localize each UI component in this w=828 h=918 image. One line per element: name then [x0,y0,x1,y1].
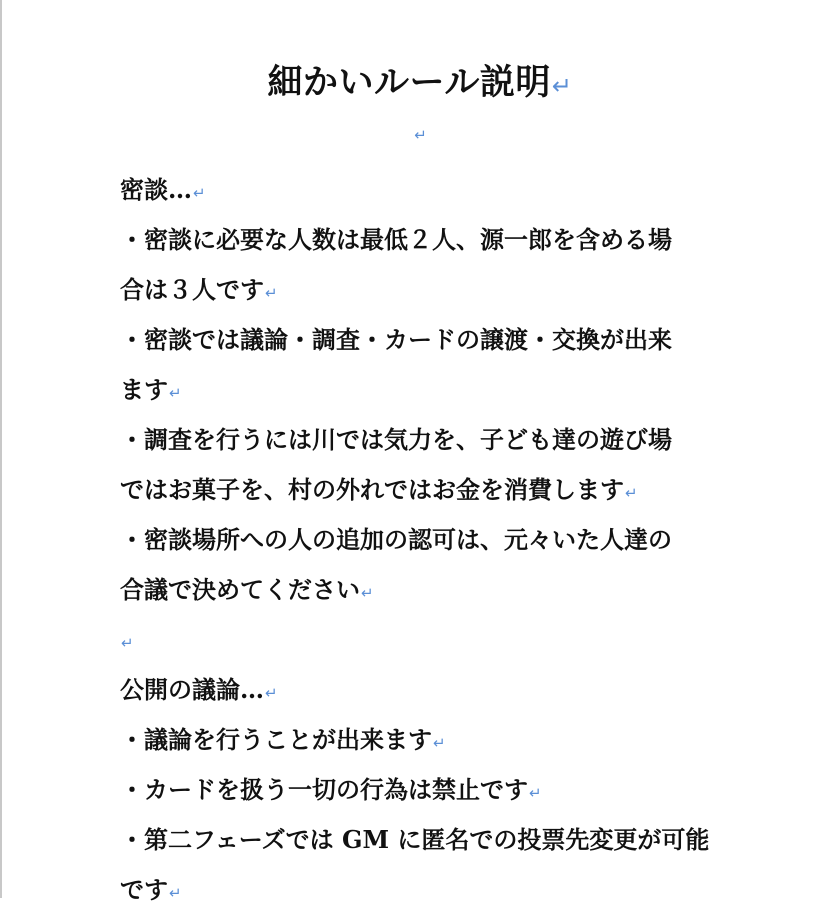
paragraph-mark-icon: ↵ [169,384,182,402]
rule-line: 合議で決めてください↵ [120,575,374,604]
section-heading-public-discussion: 公開の議論…↵ [120,675,278,704]
rule-line: です↵ [120,875,182,904]
paragraph-mark-icon: ↵ [625,484,638,502]
rule-line: ・密談に必要な人数は最低２人、源一郎を含める場 [120,225,672,254]
paragraph-mark-icon: ↵ [169,884,182,902]
empty-paragraph [120,615,720,665]
paragraph-mark-icon: ↵ [361,584,374,602]
paragraph-mark-icon: ↵ [551,72,573,100]
rule-line: ・密談場所への人の追加の認可は、元々いた人達の [120,525,672,554]
rule-line: ・カードを扱う一切の行為は禁止です↵ [120,775,542,804]
rule-line: ・第二フェーズでは GM に匿名での投票先変更が可能 [120,825,710,854]
paragraph-mark-icon: ↵ [433,734,446,752]
rule-line: ・議論を行うことが出来ます↵ [120,725,446,754]
document-page [120,60,720,915]
rule-line: ます↵ [120,375,182,404]
rule-line: ではお菓子を、村の外れではお金を消費します↵ [120,475,638,504]
document-title [120,60,720,109]
paragraph-mark-icon: ↵ [121,634,134,652]
title-text: 細かいルール説明 [267,62,551,103]
paragraph-mark-icon: ↵ [265,684,278,702]
empty-paragraph [120,115,720,165]
rule-line: ・密談では議論・調査・カードの譲渡・交換が出来 [120,325,672,354]
section-heading-mitsudan: 密談…↵ [120,175,206,204]
rule-line: 合は３人です↵ [120,275,278,304]
paragraph-mark-icon: ↵ [193,184,206,202]
paragraph-mark-icon: ↵ [414,126,427,144]
paragraph-mark-icon: ↵ [529,784,542,802]
paragraph-mark-icon: ↵ [265,284,278,302]
page-margin-rule [0,0,2,898]
rule-line: ・調査を行うには川では気力を、子ども達の遊び場 [120,425,672,454]
